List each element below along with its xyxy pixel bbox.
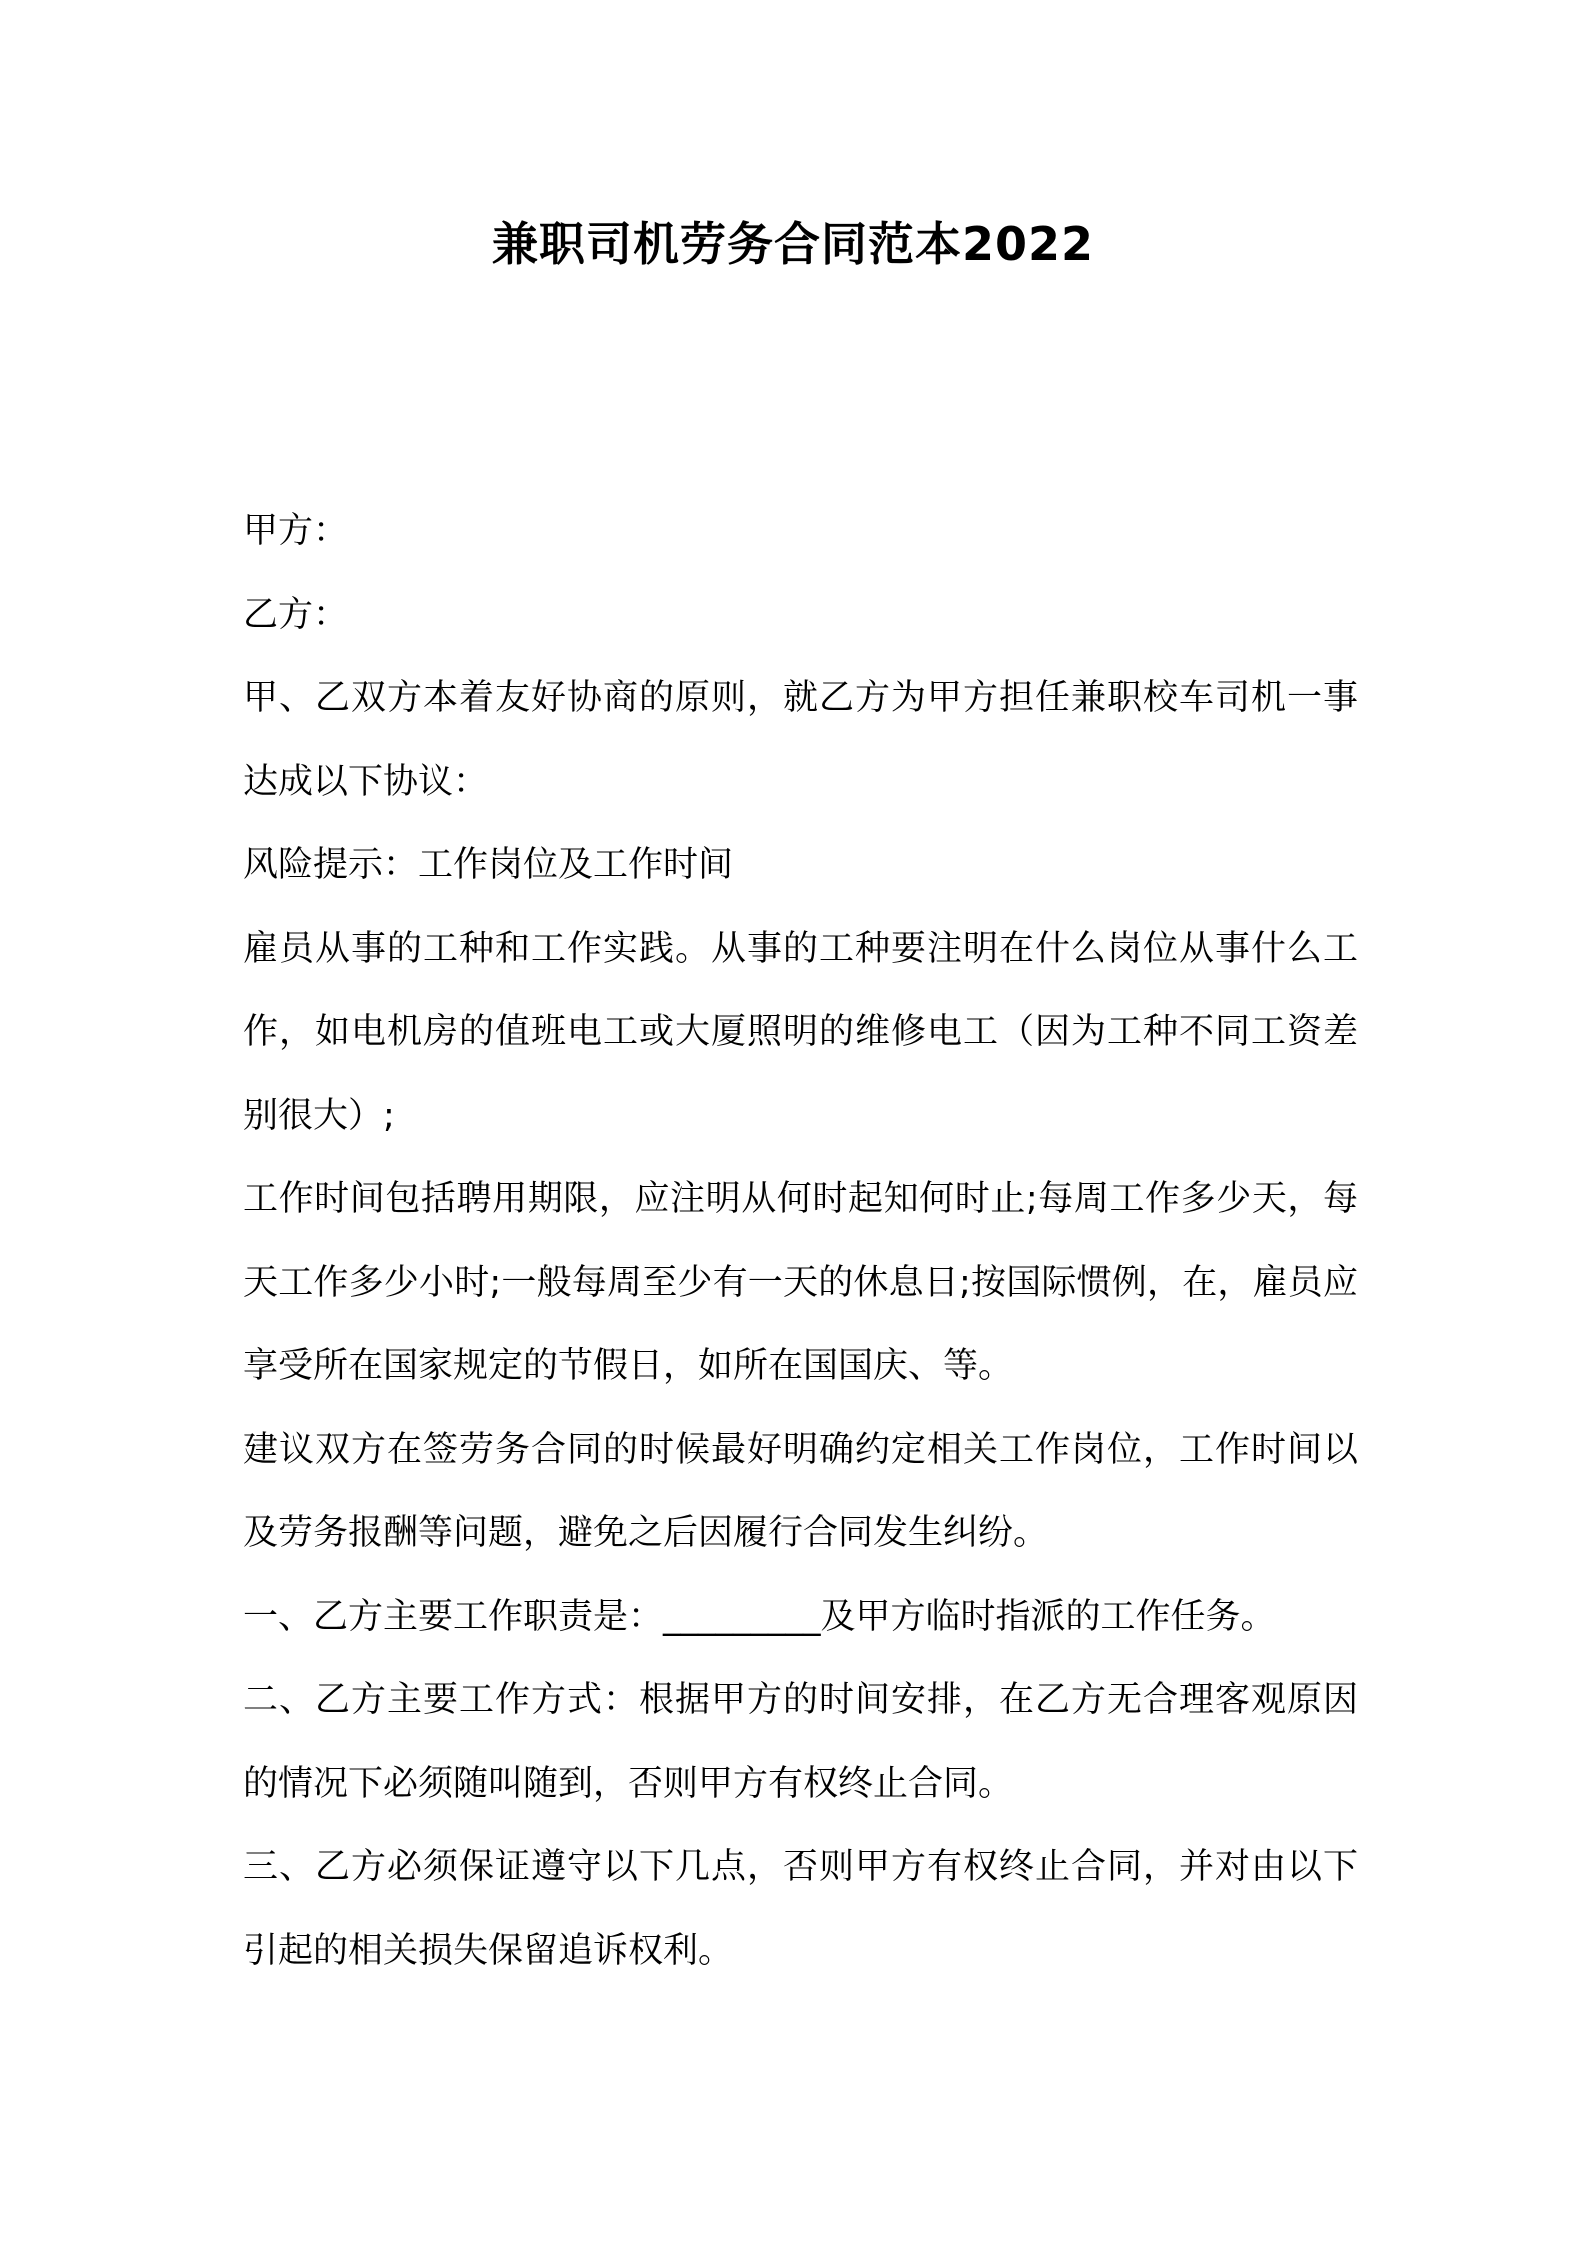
suggestion-paragraph: 建议双方在签劳务合同的时候最好明确约定相关工作岗位，工作时间以及劳务报酬等问题，避免之后因履行合同发生纠纷。: [243, 1429, 1358, 1553]
party-b-line: 乙方：: [243, 594, 349, 635]
agreement-intro: 甲、乙双方本着友好协商的原则，就乙方为甲方担任兼职校车司机一事达成以下协议：: [243, 678, 1358, 802]
job-type-paragraph: 雇员从事的工种和工作实践。从事的工种要注明在什么岗位从事什么工作，如电机房的值班电工或大厦照明的维修电工（因为工种不同工资差别很大）;: [243, 928, 1358, 1136]
clause-3: 三、乙方必须保证遵守以下几点，否则甲方有权终止合同，并对由以下引起的相关损失保留追诉权利。: [243, 1847, 1358, 1971]
party-a-line: 甲方：: [243, 511, 349, 551]
work-time-paragraph: 工作时间包括聘用期限，应注明从何时起知何时止;每周工作多少天，每天工作多少小时;一般每周至少有一天的休息日;按国际惯例，在，雇员应享受所在国家规定的节假日，如所在国国庆、等。: [243, 1179, 1358, 1386]
clause-1: 一、乙方主要工作职责是：_________及甲方临时指派的工作任务。: [243, 1596, 1276, 1637]
risk-notice-heading: 风险提示：工作岗位及工作时间: [243, 845, 734, 885]
document-body: [243, 490, 1358, 1993]
clause-2: 二、乙方主要工作方式：根据甲方的时间安排，在乙方无合理客观原因的情况下必须随叫随到，否则甲方有权终止合同。: [243, 1680, 1358, 1804]
document-title: 兼职司机劳务合同范本2022: [491, 217, 1095, 271]
